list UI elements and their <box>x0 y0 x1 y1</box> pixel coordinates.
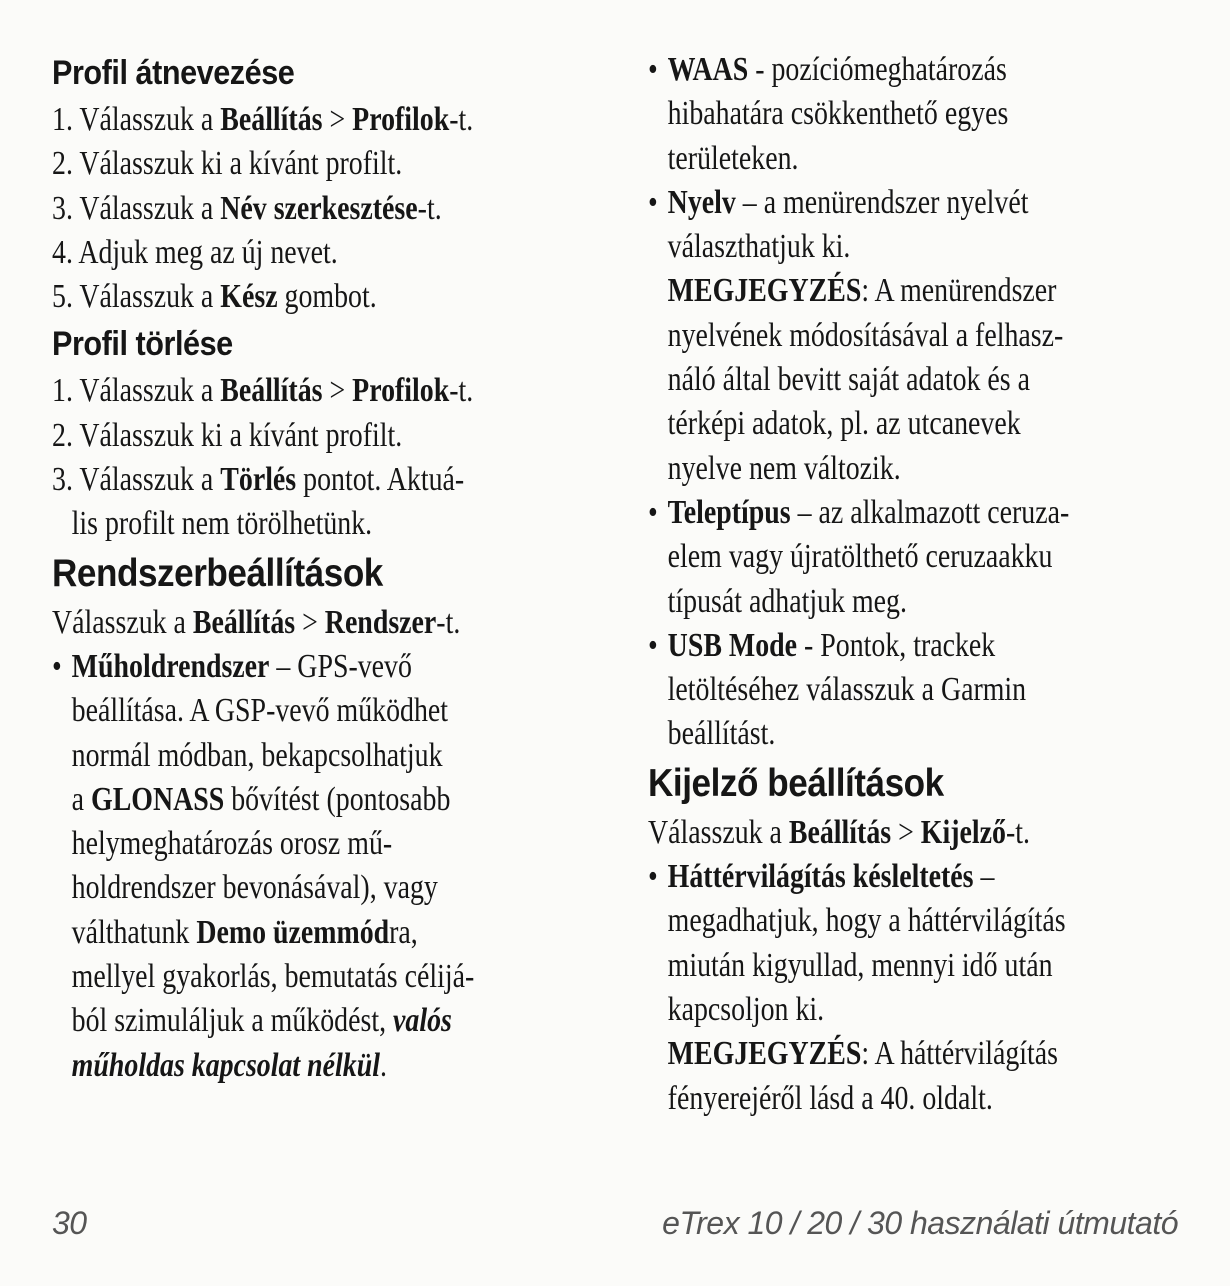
list-item: 4. Adjuk meg az új nevet. <box>52 233 338 271</box>
rename-steps <box>52 98 592 319</box>
bullet-dot: • <box>648 183 658 221</box>
bullet-satellite-system: • Műholdrendszer – GPS-vevő beállítása. A GSP-vevő működhet normál módban, bekapcsolhatjuk a GLONASS bővítést (pontosabb helymeghatározás orosz mű- holdrendszer bevonásával), vagy válthatunk Demo üzemmódra, mellyel gyakorlás, bemutatás célijá- ból szimuláljuk a működést, valós műholdas kapcsolat nélkül. <box>52 645 592 1088</box>
display-intro: Válasszuk a Beállítás > Kijelző-t. <box>648 813 1030 851</box>
list-item: 3. Válasszuk a Törlés pontot. Aktuá- <box>52 461 465 499</box>
note-backlight: MEGJEGYZÉS: A háttérvilágítás <box>667 1035 1059 1073</box>
list-item: 2. Válasszuk ki a kívánt profilt. <box>52 416 403 454</box>
list-item-continuation: lis profilt nem törölhetünk. <box>71 505 373 543</box>
bullet-dot: • <box>648 858 658 896</box>
bullet-battery-type: • Teleptípus – az alkalmazott ceruza- elem vagy újratölthető ceruzaakku típusát adhatjuk meg. <box>648 491 1188 624</box>
heading-profile-delete: Profil törlése <box>52 325 233 364</box>
heading-system-settings: Rendszerbeállítások <box>52 551 383 595</box>
list-item: 1. Válasszuk a Beállítás > Profilok-t. <box>52 101 474 138</box>
system-intro: Válasszuk a Beállítás > Rendszer-t. <box>52 603 461 641</box>
right-column <box>648 48 1188 1121</box>
bullet-dot: • <box>648 493 658 531</box>
system-options <box>648 48 1188 757</box>
list-item: 1. Válasszuk a Beállítás > Profilok-t. <box>52 372 474 410</box>
delete-steps <box>52 369 592 546</box>
bullet-language: • Nyelv – a menürendszer nyelvét választhatjuk ki. MEGJEGYZÉS: A menürendszer nyelvének módosításával a felhasz- náló által bevitt saját adatok és a térképi adatok, pl. az utcanevek nyelve nem változik. <box>648 181 1188 491</box>
bullet-waas: • WAAS - pozíciómeghatározás hibahatára csökkenthető egyes területeken. <box>648 48 1188 181</box>
heading-profile-rename: Profil átnevezése <box>52 54 295 92</box>
bullet-backlight-timeout: • Háttérvilágítás késleltetés – megadhatjuk, hogy a háttérvilágítás miután kigyullad, mennyi idő után kapcsoljon ki. MEGJEGYZÉS: A háttérvilágítás fényerejéről lásd a 40. oldalt. <box>648 855 1188 1121</box>
bullet-dot: • <box>648 626 658 664</box>
note-language: MEGJEGYZÉS: A menürendszer <box>667 272 1057 310</box>
list-item: 3. Válasszuk a Név szerkesztése-t. <box>52 189 442 227</box>
left-column <box>52 48 592 1088</box>
bullet-usb-mode: • USB Mode - Pontok, trackek letöltéséhez válasszuk a Garmin beállítást. <box>648 624 1188 757</box>
list-item: 5. Válasszuk a Kész gombot. <box>52 278 377 316</box>
display-section <box>648 811 1188 1121</box>
manual-title: eTrex 10 / 20 / 30 használati útmutató <box>662 1205 1178 1241</box>
system-section <box>52 601 592 1088</box>
page-number: 30 <box>52 1205 87 1241</box>
bullet-dot: • <box>648 51 658 88</box>
list-item: 2. Válasszuk ki a kívánt profilt. <box>52 145 403 183</box>
bullet-dot: • <box>52 647 62 685</box>
heading-display-settings: Kijelző beállítások <box>648 761 944 805</box>
